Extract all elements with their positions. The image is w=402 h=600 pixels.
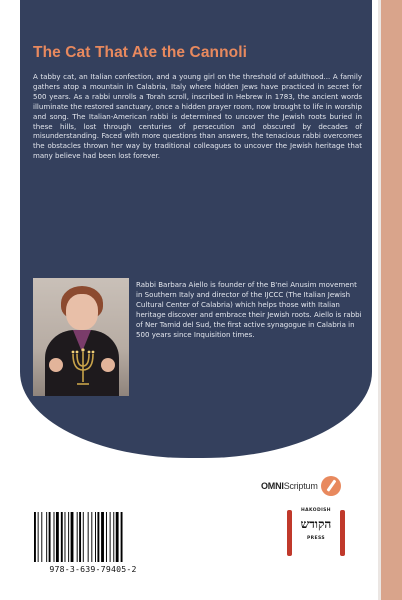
- author-left-hand: [49, 358, 63, 372]
- author-face: [66, 294, 98, 330]
- hakodish-top-label: HAKODISH: [301, 508, 331, 513]
- barcode-icon: [34, 512, 152, 562]
- isbn-number: 978-3-639-79405-2: [49, 564, 137, 574]
- hakodish-hebrew-label: הקודש: [300, 517, 332, 531]
- pen-circle-icon: [321, 476, 341, 496]
- book-blurb: A tabby cat, an Italian confection, and a young girl on the threshold of adulthood... A family gathers atop a mountain in Calabria, Italy where hidden Jews have practiced in secret for 500 years. As a rabbi unrolls a Torah scroll, inscribed in Hebrew in 1783, the ancient words illuminate the restored sanctuary, once a hidden prayer room, now brought to life in worship and song. The Italian-American rabbi is determined to uncover the Jewish roots buried in these hills, lost through centuries of persecution and obscured by decades of misunderstanding. Faced with more questions than answers, the tenacious rabbi overcomes the obstacles thrown her way by traditional colleagues to uncover the Jewish heritage that many believe had been lost forever.: [33, 72, 362, 161]
- hakodish-press-logo: [286, 506, 346, 564]
- omni-bold-text: OMNI: [261, 481, 284, 491]
- omni-light-text: Scriptum: [283, 481, 318, 491]
- torah-scroll-icon-right: [340, 510, 345, 556]
- author-right-hand: [101, 358, 115, 372]
- omniscriptum-logo: [261, 475, 341, 497]
- barcode-box: [30, 512, 156, 578]
- book-title: The Cat That Ate the Cannoli: [33, 44, 248, 61]
- torah-scroll-icon: [287, 510, 292, 556]
- author-photo: [33, 278, 129, 396]
- menorah-icon: [69, 346, 97, 386]
- author-bio: Rabbi Barbara Aiello is founder of the B'nei Anusim movement in Southern Italy and director of the IJCCC (The Italian Jewish Cultural Center of Calabria) which helps those with Italian heritage discover and embrace their Jewish roots. Aiello is rabbi of Ner Tamid del Sud, the first active synagogue in Calabria in 500 years since Inquisition times.: [136, 280, 362, 339]
- omniscriptum-wordmark: [261, 481, 318, 491]
- spine-strip: [381, 0, 402, 600]
- hakodish-text-block: [294, 508, 338, 541]
- hakodish-press-label: PRESS: [306, 536, 326, 541]
